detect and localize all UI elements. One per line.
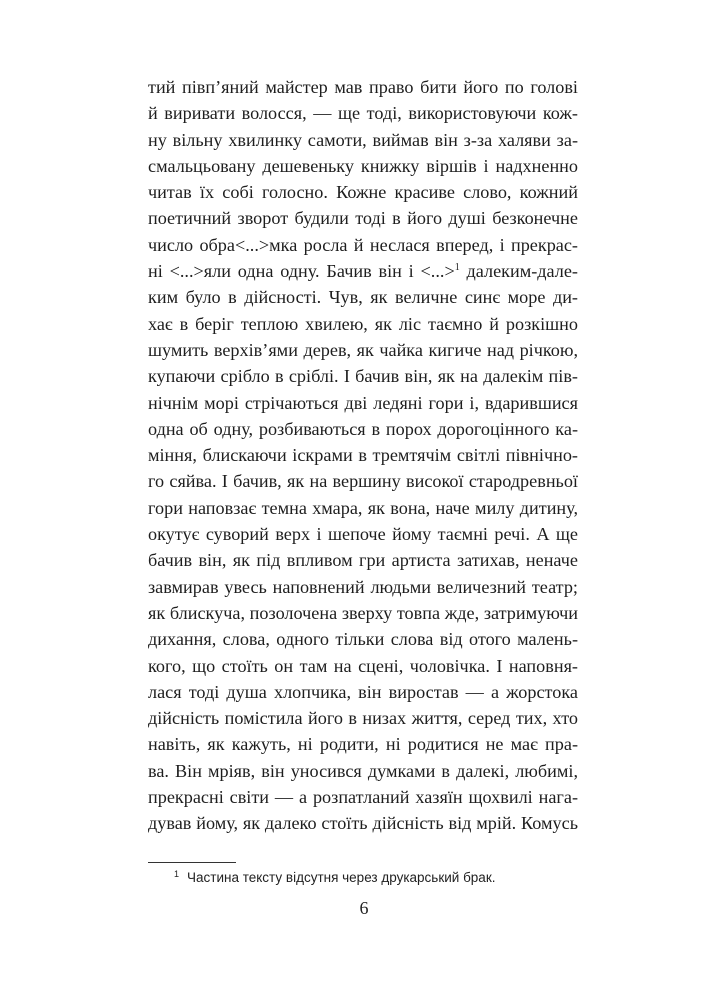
text-line: як блискуча, позолочена зверху товпа жде, затримуючи xyxy=(148,602,578,623)
text-line: ну вільну хвилинку самоти, виймав він з-за халяви за- xyxy=(148,129,578,150)
text-line: поетичний зворот будили тоді в його душі безконечне xyxy=(148,208,578,229)
footnote-reference: 1 xyxy=(454,262,460,274)
text-line: окутує суворий верх і шепоче йому таємні речі. А ще xyxy=(148,524,578,545)
text-line: дував йому, як далеко стоїть дійсність від мрій. Комусь xyxy=(148,813,578,834)
text-line-with-footnote-ref xyxy=(148,258,578,284)
text-line: міння, блискаючи іскрами в тремтячім світлі північно- xyxy=(148,445,578,466)
text-line: купаючи срібло в сріблі. І бачив він, як на далекім пів- xyxy=(148,366,578,387)
text-line: смальцьовану дешевеньку книжку віршів і надхненно xyxy=(148,155,578,176)
footnote-mark: 1 xyxy=(174,868,180,879)
footnote-text: Частина тексту відсутня через друкарський брак. xyxy=(187,870,496,885)
text-line: хає в беріг теплою хвилею, як ліс таємно й розкішно xyxy=(148,313,578,334)
text-line: гори наповзає темна хмара, як вона, наче милу дитину, xyxy=(148,497,578,518)
text-line: прекрасні світи — а розпатланий хазяїн щохвилі нага- xyxy=(148,787,578,808)
text-line: й виривати волосся, — ще тоді, використовуючи кож- xyxy=(148,103,578,124)
text-line: нічнім морі стрічаються дві ледяні гори і, вдарившися xyxy=(148,392,578,413)
text-line: навіть, як кажуть, ні родити, ні родитися не має пра- xyxy=(148,734,578,755)
text-line: тий півп’яний майстер мав право бити його по голові xyxy=(148,77,578,97)
text-line: бачив він, як під впливом гри артиста затихав, неначе xyxy=(148,550,578,571)
text-line: дихання, слова, одного тільки слова від отого малень- xyxy=(148,629,578,650)
page-number: 6 xyxy=(359,898,369,918)
text-line: одна об одну, розбиваються в порох дорогоцінного ка- xyxy=(148,418,578,439)
text-line-segment: далеким-дале- xyxy=(459,261,578,282)
footnote-divider xyxy=(148,862,236,863)
text-line: ва. Він мріяв, він уносився думками в далекі, любимі, xyxy=(148,760,578,781)
text-line: читав їх собі голосно. Кожне красиве слово, кожний xyxy=(148,182,578,203)
text-line: го сяйва. І бачив, як на вершину високої стародревньої xyxy=(148,471,578,492)
text-line: ким було в дійсності. Чув, як величне синє море ди- xyxy=(148,287,578,308)
text-line: шумить верхів’ями дерев, як чайка кигиче над річкою, xyxy=(148,339,578,360)
footnote xyxy=(174,868,495,888)
text-line: лася тоді душа хлопчика, він виростав — а жорстока xyxy=(148,681,578,702)
text-line: кого, що стоїть он там на сцені, чоловічка. І наповня- xyxy=(148,655,578,676)
text-line-segment: ні <...>яли одна одну. Бачив він і <...> xyxy=(148,261,455,282)
text-line: число обра<...>мка росла й неслася вперед, і прекрас- xyxy=(148,234,578,255)
text-line: дійсність помістила його в низах життя, серед тих, хто xyxy=(148,708,578,729)
text-line: завмирав увесь наповнений людьми величезний театр; xyxy=(148,576,578,597)
body-text xyxy=(148,74,578,837)
